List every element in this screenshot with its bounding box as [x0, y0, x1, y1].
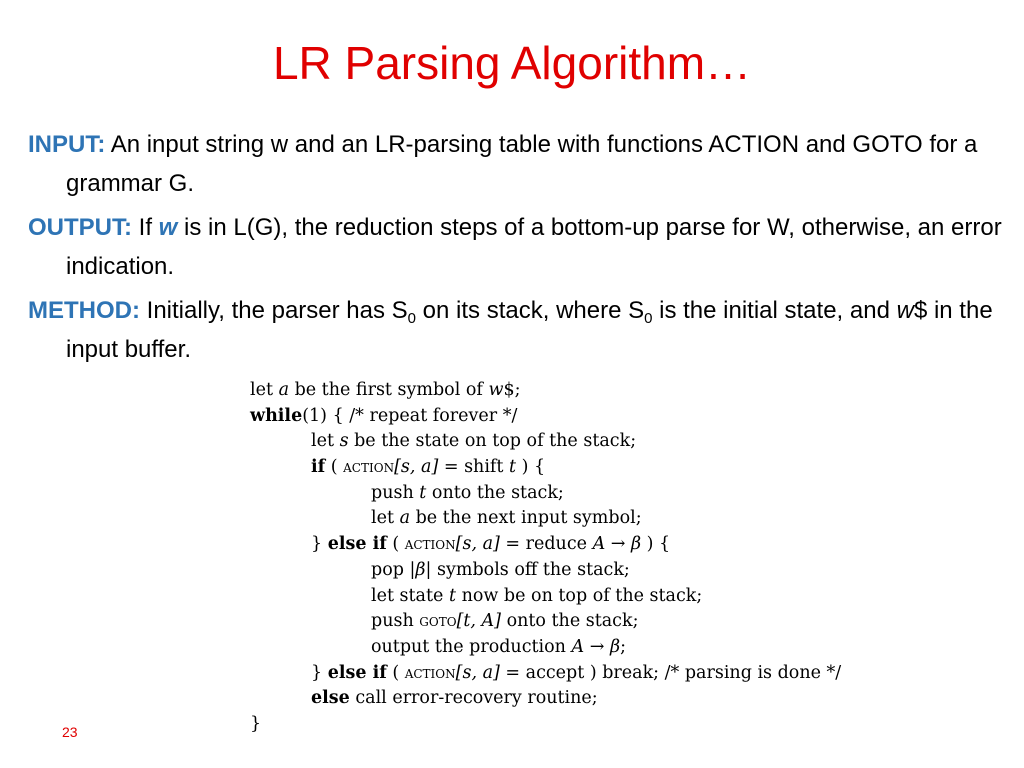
method-emph-w: w [896, 297, 914, 324]
algo-line-7: } else if ( action[s, a] = reduce A → β ) { [311, 534, 671, 555]
method-sub-1: 0 [407, 310, 417, 327]
algo-line-13: else call error-recovery routine; [311, 688, 598, 709]
algo-line-8: pop |β| symbols off the stack; [371, 559, 630, 580]
algo-line-14: } [250, 713, 262, 734]
output-label: OUTPUT: [28, 214, 132, 241]
algo-line-9: let state t now be on top of the stack; [371, 585, 703, 606]
algo-line-1: let a be the first symbol of w$; [250, 380, 521, 400]
method-section [28, 291, 1024, 369]
method-text-3: is the initial state, and [652, 297, 897, 324]
input-section [28, 125, 1024, 203]
algo-line-11: output the production A → β; [371, 636, 626, 657]
input-label: INPUT: [28, 131, 106, 158]
algo-line-12: } else if ( action[s, a] = accept ) break; /* parsing is done */ [311, 662, 842, 683]
method-text-4: $ in the input buffer. [66, 297, 993, 363]
method-text-2: on its stack, where S [416, 297, 645, 324]
algo-line-3: let s be the state on top of the stack; [311, 431, 637, 452]
output-emph-w: w [158, 214, 178, 241]
algo-line-2: while(1) { /* repeat forever */ [250, 405, 518, 426]
algo-line-10: push goto[t, A] onto the stack; [371, 611, 639, 632]
slide-number: 23 [62, 724, 78, 740]
output-text-before: If [132, 214, 159, 241]
method-sub-2: 0 [644, 310, 653, 327]
input-text: An input string w and an LR-parsing table with functions ACTION and GOTO for a grammar G. [66, 131, 978, 197]
algorithm-pseudocode [250, 378, 841, 738]
algo-line-4: if ( action[s, a] = shift t ) { [311, 457, 546, 478]
algo-line-5: push t onto the stack; [371, 482, 564, 503]
output-section [28, 208, 1024, 286]
method-text-1: Initially, the parser has S [139, 297, 408, 324]
output-text-after: is in L(G), the reduction steps of a bottom-up parse for W, otherwise, an error indication. [66, 214, 1002, 280]
method-label: METHOD: [28, 297, 140, 324]
algo-line-6: let a be the next input symbol; [371, 508, 642, 529]
slide-title: LR Parsing Algorithm… [272, 37, 752, 89]
